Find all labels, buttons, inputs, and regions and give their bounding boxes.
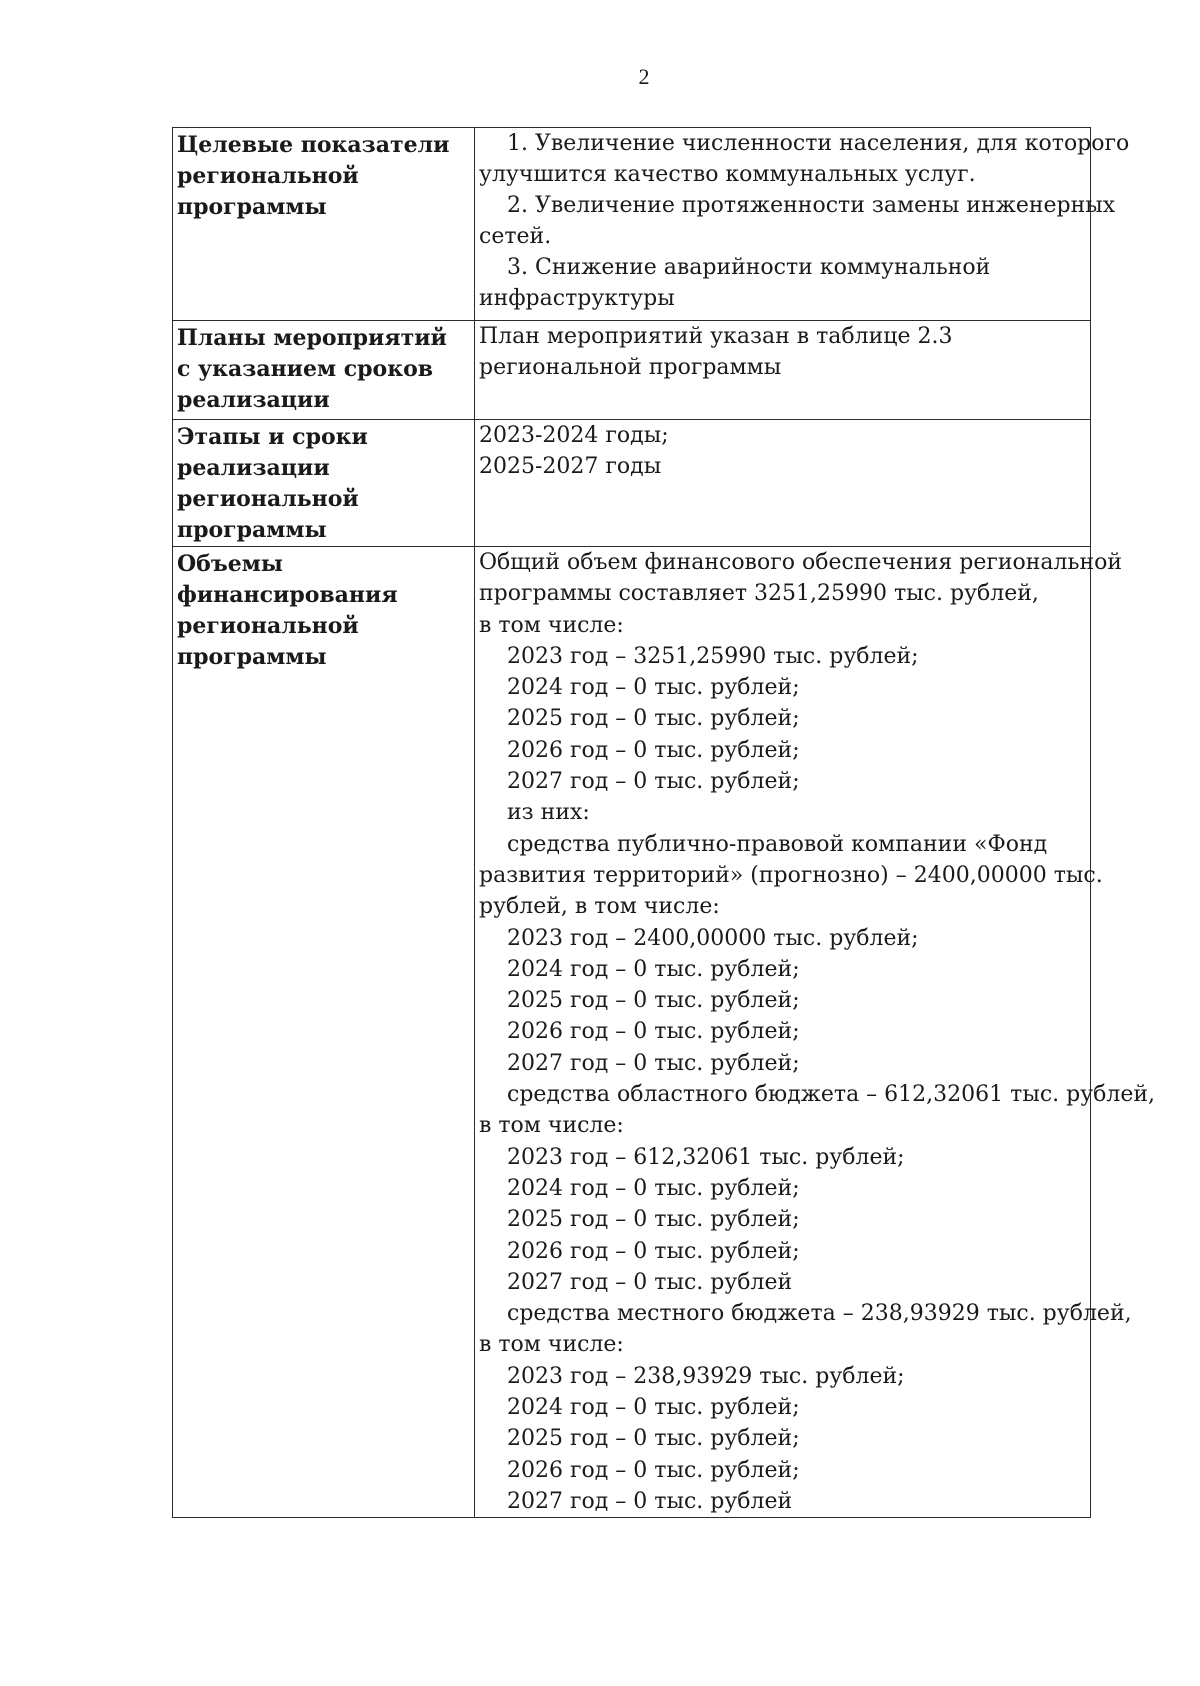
value-line: 2026 год – 0 тыс. рублей; [507, 1238, 800, 1264]
value-line: развития территорий» (прогнозно) – 2400,00000 тыс. [479, 862, 1103, 888]
value-line: Общий объем финансового обеспечения региональной [479, 550, 1123, 575]
label-line: реализации [177, 455, 330, 481]
value-line: 2027 год – 0 тыс. рублей; [507, 1050, 800, 1076]
value-line: сетей. [479, 224, 552, 249]
value-line: 2026 год – 0 тыс. рублей; [507, 737, 800, 763]
value-line: инфраструктуры [479, 286, 675, 311]
value-line: 2027 год – 0 тыс. рублей; [507, 769, 800, 795]
value-line: средства местного бюджета – 238,93929 тыс. рублей, [507, 1301, 1132, 1327]
value-line: 2024 год – 0 тыс. рублей; [507, 1395, 800, 1421]
table-row-event-plans [173, 321, 1091, 420]
page-number: 2 [638, 64, 650, 89]
value-line: 2025 год – 0 тыс. рублей; [507, 706, 800, 732]
value-line: 2024 год – 0 тыс. рублей; [507, 675, 800, 701]
label-line: с указанием сроков [177, 356, 434, 382]
label-line: программы [177, 194, 327, 220]
value-line: средства публично-правовой компании «Фонд [507, 831, 1048, 857]
value-line: 2025-2027 годы [479, 454, 662, 479]
value-line: 2025 год – 0 тыс. рублей; [507, 1207, 800, 1233]
value-line: в том числе: [479, 1332, 624, 1358]
label-target-indicators [173, 128, 475, 321]
value-line: 2023 год – 3251,25990 тыс. рублей; [507, 643, 919, 669]
label-line: программы [177, 644, 327, 670]
value-line: 2023-2024 годы; [479, 423, 669, 448]
value-line: 2024 год – 0 тыс. рублей; [507, 956, 800, 982]
label-financing [173, 547, 475, 1518]
table-row-financing [173, 547, 1091, 1518]
label-line: Планы мероприятий [177, 325, 447, 351]
label-event-plans [173, 321, 475, 420]
value-line: 2024 год – 0 тыс. рублей; [507, 1175, 800, 1201]
value-line: региональной программы [479, 355, 782, 380]
value-line: 2023 год – 238,93929 тыс. рублей; [507, 1363, 905, 1389]
value-line: в том числе: [479, 1113, 624, 1139]
value-line: в том числе: [479, 612, 624, 638]
label-line: финансирования [177, 582, 398, 608]
label-line: реализации [177, 387, 330, 413]
value-event-plans [475, 321, 1091, 420]
value-line: 2023 год – 2400,00000 тыс. рублей; [507, 925, 919, 951]
value-line: программы составляет 3251,25990 тыс. рублей, [479, 581, 1039, 607]
value-line: 2026 год – 0 тыс. рублей; [507, 1019, 800, 1045]
value-line: План мероприятий указан в таблице 2.3 [479, 324, 953, 349]
value-stages [475, 420, 1091, 547]
value-line: 2025 год – 0 тыс. рублей; [507, 1426, 800, 1452]
value-line: 2. Увеличение протяженности замены инженерных [507, 193, 1116, 218]
value-target-indicators [475, 128, 1130, 321]
value-line: 2027 год – 0 тыс. рублей [507, 1269, 793, 1295]
label-line: региональной [177, 163, 359, 189]
program-passport-table [172, 127, 1156, 1518]
value-line: 3. Снижение аварийности коммунальной [507, 255, 991, 280]
value-line: 2026 год – 0 тыс. рублей; [507, 1457, 800, 1483]
value-line: улучшится качество коммунальных услуг. [479, 162, 976, 187]
value-line: средства областного бюджета – 612,32061 тыс. рублей, [507, 1082, 1156, 1108]
table-row-target-indicators [173, 128, 1091, 321]
table-row-stages [173, 420, 1091, 547]
value-line: 1. Увеличение численности населения, для которого [507, 131, 1130, 156]
label-line: Этапы и сроки [177, 424, 368, 450]
label-stages [173, 420, 475, 547]
label-line: региональной [177, 613, 359, 639]
label-line: Целевые показатели [177, 132, 450, 158]
value-line: 2023 год – 612,32061 тыс. рублей; [507, 1144, 905, 1170]
value-line: рублей, в том числе: [479, 894, 720, 920]
label-line: региональной [177, 486, 359, 512]
label-line: программы [177, 517, 327, 543]
value-line: 2025 год – 0 тыс. рублей; [507, 988, 800, 1014]
value-line: из них: [507, 800, 590, 826]
value-line: 2027 год – 0 тыс. рублей [507, 1488, 793, 1514]
value-financing [475, 547, 1156, 1518]
label-line: Объемы [177, 551, 283, 577]
